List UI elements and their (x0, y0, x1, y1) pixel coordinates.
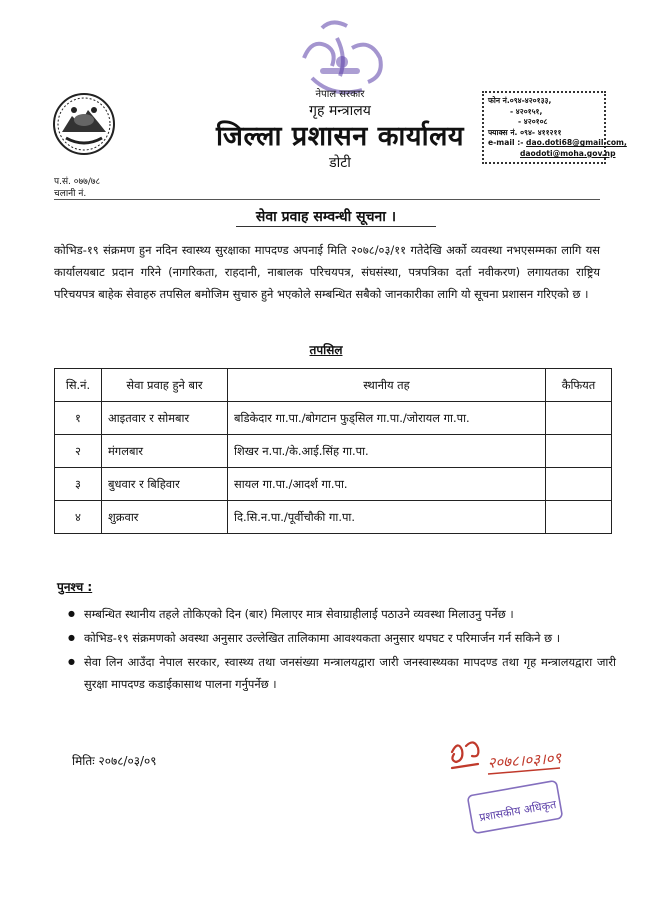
cell-remarks (546, 402, 612, 435)
nepal-emblem-icon (52, 92, 116, 156)
col-header-local-level: स्थानीय तह (228, 369, 546, 402)
cell-remarks (546, 468, 612, 501)
title-underline (236, 226, 436, 227)
svg-text:प्रशासकीय अधिकृत: प्रशासकीय अधिकृत (478, 797, 558, 825)
postscript-heading: पुनश्च : (57, 580, 93, 594)
notice-paragraph: कोभिड-१९ संक्रमण हुन नदिन स्वास्थ्य सुरक्षाका मापदण्ड अपनाई मिति २०७८/०३/११ गतेदेखि अर्को व्यवस्था नभएसम्मका लागि यस कार्यालयबाट प्रदान गरिने (नागरिकता, राहदानी, नाबालक परिचयपत्र, संघसंस्था, पत्रपत्रिका दर्ता नवीकरण) लगायतका राष्ट्रिय परिचयपत्र बाहेक सेवाहरु तपसिल बमोजिम सुचारु हुने भएकोले सम्बन्धित सबैको जानकारीका लागि यो सूचना प्रशासन गरिएको छ । (54, 243, 600, 301)
cell-day: आइतवार र सोमबार (102, 402, 228, 435)
cell-day: बुधवार र बिहिवार (102, 468, 228, 501)
contact-fax: फ्याक्स नं. ०९४- ४११२११ (488, 127, 562, 137)
cell-sn: ४ (55, 501, 102, 534)
schedule-table (54, 368, 612, 534)
schedule-subheading: तपसिल (309, 343, 343, 357)
fiscal-year: प.सं. ०७७/७८ (54, 177, 101, 187)
officer-signature-icon (448, 738, 566, 834)
list-item: ● कोभिड-१९ संक्रमणको अवस्था अनुसार उल्लेखित तालिकामा आवश्यकता अनुसार थपघट र परिमार्जन गर्न सकिने छ । (70, 627, 616, 649)
cell-remarks (546, 501, 612, 534)
table-header-row (55, 369, 612, 402)
dispatch-number: चलानी नं. (54, 189, 87, 199)
cell-day: शुक्रवार (102, 501, 228, 534)
header-line-1: नेपाल सरकार (315, 89, 365, 100)
contact-phone: फोन नं.०९४-४२०१३३, (488, 96, 552, 105)
cell-sn: २ (55, 435, 102, 468)
header-office-name: जिल्ला प्रशासन कार्यालय (215, 121, 465, 152)
contact-box (482, 91, 627, 164)
cell-remarks (546, 435, 612, 468)
cell-sn: १ (55, 402, 102, 435)
contact-email-link-2[interactable]: daodoti@moha.gov.np (520, 148, 616, 158)
svg-text:२०७८।०३।०९: २०७८।०३।०९ (487, 748, 562, 772)
notice-title: सेवा प्रवाह सम्वन्धी सूचना । (255, 209, 397, 225)
table-row (55, 402, 612, 435)
table-row (55, 468, 612, 501)
cell-local-level: सायल गा.पा./आदर्श गा.पा. (228, 468, 546, 501)
contact-email-link-1[interactable]: dao.doti68@gmail.com, (526, 138, 627, 148)
list-item: ● सेवा लिन आउँदा नेपाल सरकार, स्वास्थ्य तथा जनसंख्या मन्त्रालयद्वारा जारी जनस्वास्थ्यका मापदण्ड तथा गृह मन्त्रालयद्वारा जारी सुरक्षा मापदण्ड कडाईकासाथ पालना गर्नुपर्नेछ । (70, 651, 616, 695)
contact-phone-3: - ४२०१०८ (518, 117, 548, 127)
table-row (55, 435, 612, 468)
cell-day: मंगलबार (102, 435, 228, 468)
cell-local-level: शिखर न.पा./के.आई.सिंह गा.पा. (228, 435, 546, 468)
contact-email-label: e-mail :- (488, 138, 524, 148)
header-divider (54, 199, 600, 200)
cell-local-level: बडिकेदार गा.पा./बोगटान फुड्सिल गा.पा./जोरायल गा.पा. (228, 402, 546, 435)
col-header-sn: सि.नं. (55, 369, 102, 402)
contact-phone-2: - ४२०१५१, (510, 106, 543, 116)
table-row (55, 501, 612, 534)
cell-local-level: दि.सि.न.पा./पूर्वीचौकी गा.पा. (228, 501, 546, 534)
col-header-remarks: कैफियत (546, 369, 612, 402)
postscript-list (70, 603, 616, 697)
header-district: डोटी (329, 155, 351, 171)
col-header-service-day: सेवा प्रवाह हुने बार (102, 369, 228, 402)
issue-date: मितिः २०७८/०३/०९ (72, 754, 157, 768)
cell-sn: ३ (55, 468, 102, 501)
list-item: ● सम्बन्धित स्थानीय तहले तोकिएको दिन (बार) मिलाएर मात्र सेवाग्राहीलाई पठाउने व्यवस्था मिलाउनु पर्नेछ । (70, 603, 616, 625)
header-ministry: गृह मन्त्रालय (309, 103, 371, 119)
